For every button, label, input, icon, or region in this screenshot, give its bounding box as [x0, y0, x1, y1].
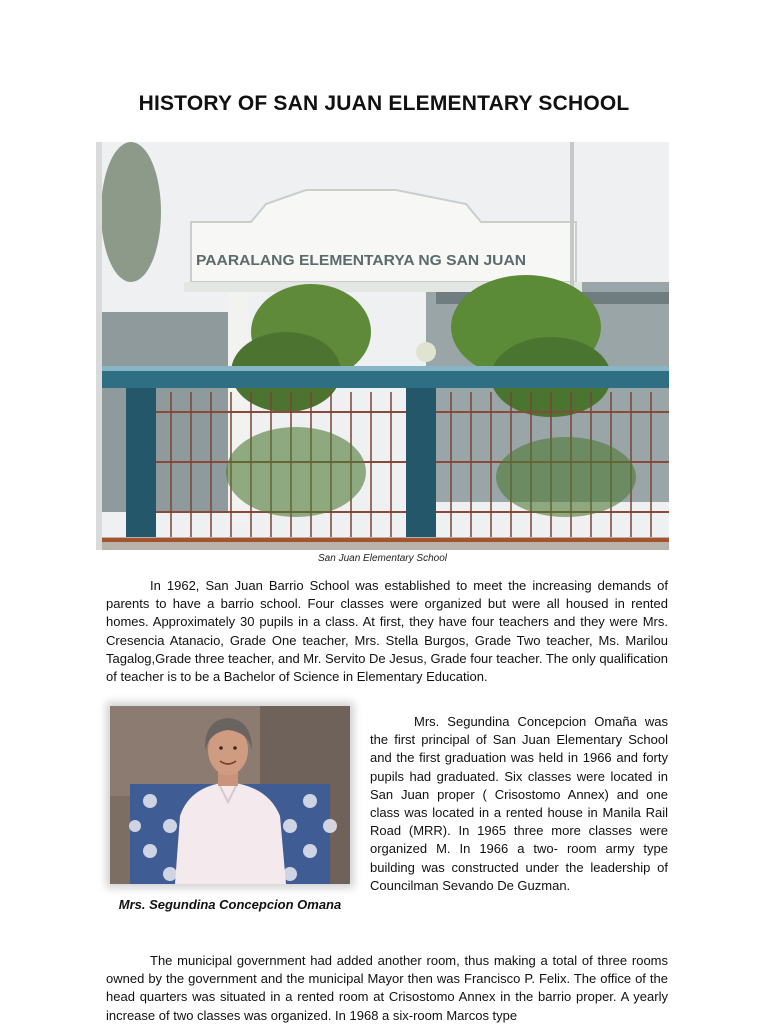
- paragraph-1: In 1962, San Juan Barrio School was established to meet the increasing demands of parents to have a barrio school. Four classes were organized but were all housed in rented homes. Approximately 30 pupils in a class. At first, they have four teachers and they were Mrs. Cresencia Atanacio, Grade One teacher, Mrs. Stella Burgos, Grade Two teacher, Ms. Marilou Tagalog,Grade three teacher, and Mr. Servito De Jesus, Grade four teacher. The only qualification of teacher is to be a Bachelor of Science in Elementary Education.: [106, 578, 668, 685]
- page-title: HISTORY OF SAN JUAN ELEMENTARY SCHOOL: [138, 92, 630, 115]
- school-photo-caption: San Juan Elementary School: [318, 553, 447, 564]
- school-sign-text: PAARALANG ELEMENTARYA NG SAN JUAN: [196, 252, 526, 269]
- principal-portrait: [110, 706, 350, 884]
- paragraph-2: Mrs. Segundina Concepcion Omaña was the first principal of San Juan Elementary School and the first graduation was held in 1966 and forty pupils had graduated. Six classes were located in San Juan proper ( Crisostomo Annex) and one class was located in a rented house in Manila Rail Road (MRR). In 1965 three more classes were organized M. In 1966 a two- room army type building was constructed under the leadership of Councilman Sevando De Guzman.: [370, 714, 668, 893]
- portrait-caption: Mrs. Segundina Concepcion Omana: [118, 897, 342, 912]
- paragraph-3: The municipal government had added another room, thus making a total of three rooms owned by the government and the municipal Mayor then was Francisco P. Felix. The office of the head quarters was situated in a rented room at Crisostomo Annex in the barrio proper. A yearly increase of two classes was organized. In 1968 a six-room Marcos type: [106, 953, 668, 1023]
- school-building-photo: [96, 142, 669, 550]
